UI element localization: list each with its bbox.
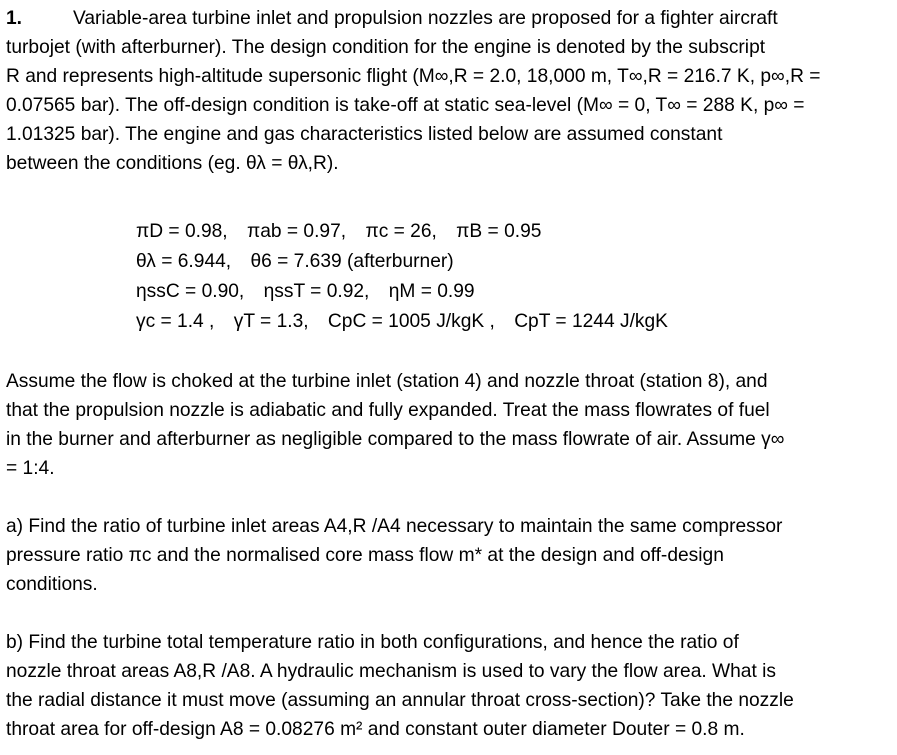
parameter-list <box>6 217 887 337</box>
text-line: a) Find the ratio of turbine inlet areas A4,R /A4 necessary to maintain the same compressor <box>6 516 783 537</box>
parameter: πD = 0.98, <box>136 221 228 242</box>
parameter: γc = 1.4 , <box>136 311 215 332</box>
text-line: the radial distance it must move (assuming an annular throat cross-section)? Take the nozzle <box>6 690 794 711</box>
text-line: conditions. <box>6 574 98 595</box>
text-line: 1.01325 bar). The engine and gas characteristics listed below are assumed constant <box>6 124 723 145</box>
parameter: πB = 0.95 <box>456 221 542 242</box>
text-line: b) Find the turbine total temperature ratio in both configurations, and hence the ratio of <box>6 632 739 653</box>
text-line: between the conditions (eg. θλ = θλ,R). <box>6 153 339 174</box>
text-line: turbojet (with afterburner). The design condition for the engine is denoted by the subscript <box>6 37 766 58</box>
question-intro <box>6 4 887 178</box>
part-a-paragraph <box>6 512 887 599</box>
parameter: ηssC = 0.90, <box>136 281 245 302</box>
assumptions-paragraph <box>6 367 887 483</box>
text-line: R and represents high-altitude supersonic flight (M∞,R = 2.0, 18,000 m, T∞,R = 216.7 K, p∞,R = <box>6 66 821 87</box>
parameter: γT = 1.3, <box>233 311 309 332</box>
parameter: ηM = 0.99 <box>388 281 475 302</box>
parameter-row <box>136 217 887 247</box>
question-number: 1. <box>6 8 23 29</box>
text-line: Assume the flow is choked at the turbine inlet (station 4) and nozzle throat (station 8), and <box>6 371 768 392</box>
text-line: throat area for off-design A8 = 0.08276 m² and constant outer diameter Douter = 0.8 m. <box>6 719 745 740</box>
parameter: θλ = 6.944, <box>136 251 232 272</box>
parameter: CpC = 1005 J/kgK , <box>327 311 495 332</box>
parameter: CpT = 1244 J/kgK <box>514 311 668 332</box>
parameter: ηssT = 0.92, <box>263 281 370 302</box>
text-line: = 1:4. <box>6 458 55 479</box>
text-line: that the propulsion nozzle is adiabatic and fully expanded. Treat the mass flowrates of fuel <box>6 400 770 421</box>
text-line: 0.07565 bar). The off-design condition is take-off at static sea-level (M∞ = 0, T∞ = 288 K, p∞ = <box>6 95 805 116</box>
text-line: 1. Variable-area turbine inlet and propulsion nozzles are proposed for a fighter aircraft <box>6 4 887 33</box>
text-line: in the burner and afterburner as negligible compared to the mass flowrate of air. Assume γ∞ <box>6 429 785 450</box>
parameter: θ6 = 7.639 (afterburner) <box>250 251 454 272</box>
text-line: pressure ratio πc and the normalised core mass flow m* at the design and off-design <box>6 545 724 566</box>
parameter: πc = 26, <box>365 221 437 242</box>
parameter: πab = 0.97, <box>246 221 347 242</box>
parameter-row <box>136 277 887 307</box>
text-line: nozzle throat areas A8,R /A8. A hydraulic mechanism is used to vary the flow area. What is <box>6 661 776 682</box>
parameter-row <box>136 307 887 337</box>
parameter-row <box>136 247 887 277</box>
part-b-paragraph <box>6 628 887 744</box>
